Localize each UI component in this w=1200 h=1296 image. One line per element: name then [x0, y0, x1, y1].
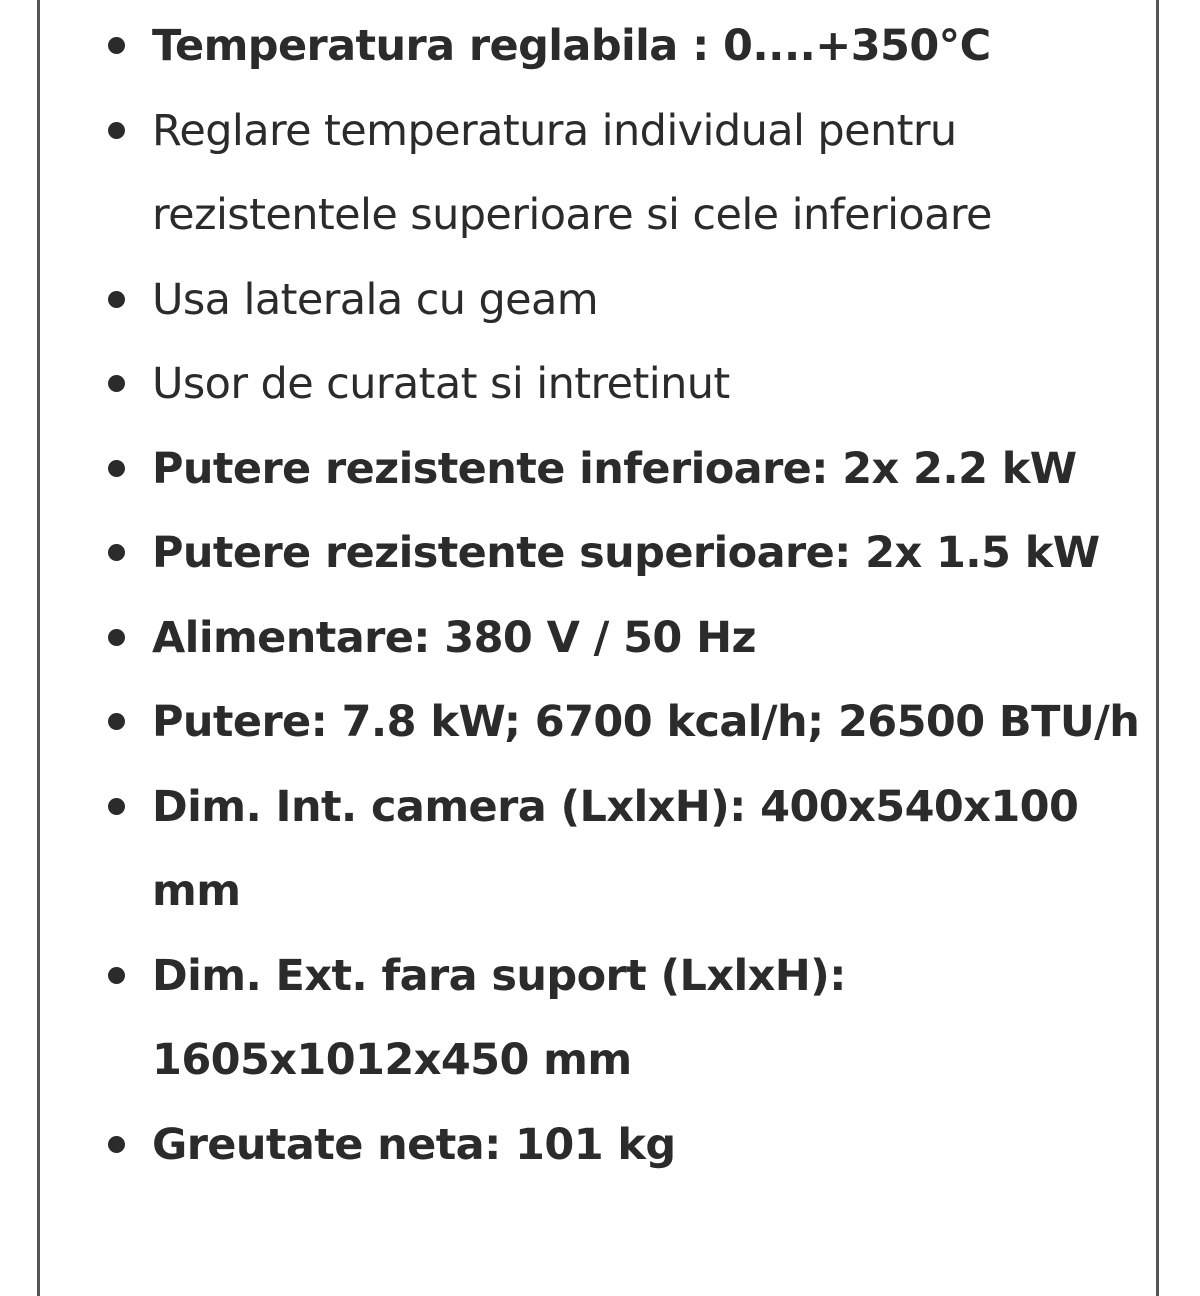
- list-item: [0, 4, 1200, 89]
- bullet-icon: [108, 460, 125, 477]
- list-item: [0, 680, 1200, 765]
- spec-text: Usor de curatat si intretinut: [152, 359, 730, 409]
- list-item: [0, 342, 1200, 427]
- bullet-icon: [108, 798, 125, 815]
- bullet-icon: [108, 967, 125, 984]
- bullet-icon: [108, 375, 125, 392]
- list-item: [0, 765, 1200, 934]
- spec-text: Reglare temperatura individual pentru rezistentele superioare si cele inferioare: [152, 105, 992, 240]
- spec-text: Putere: 7.8 kW; 6700 kcal/h; 26500 BTU/h: [152, 697, 1140, 747]
- list-item: [0, 596, 1200, 681]
- bullet-icon: [108, 122, 125, 139]
- bullet-icon: [108, 713, 125, 730]
- list-item: [0, 427, 1200, 512]
- bullet-icon: [108, 629, 125, 646]
- bullet-icon: [108, 544, 125, 561]
- bullet-icon: [108, 291, 125, 308]
- spec-text: Temperatura reglabila : 0....+350°C: [152, 21, 991, 71]
- spec-text: Putere rezistente inferioare: 2x 2.2 kW: [152, 443, 1077, 494]
- spec-text: Greutate neta: 101 kg: [152, 1119, 676, 1170]
- list-item: [0, 934, 1200, 1103]
- list-item: [0, 1103, 1200, 1188]
- spec-text: Putere rezistente superioare: 2x 1.5 kW: [152, 528, 1100, 578]
- list-item: [0, 511, 1200, 596]
- spec-text: Dim. Int. camera (LxlxH): 400x540x100 mm: [152, 781, 1079, 916]
- bullet-icon: [108, 1136, 125, 1153]
- spec-text: Dim. Ext. fara suport (LxlxH): 1605x1012x450 mm: [152, 950, 846, 1085]
- list-item: [0, 89, 1200, 258]
- list-item: [0, 258, 1200, 343]
- spec-text: Alimentare: 380 V / 50 Hz: [152, 612, 756, 663]
- bullet-icon: [108, 37, 125, 54]
- spec-text: Usa laterala cu geam: [152, 274, 599, 325]
